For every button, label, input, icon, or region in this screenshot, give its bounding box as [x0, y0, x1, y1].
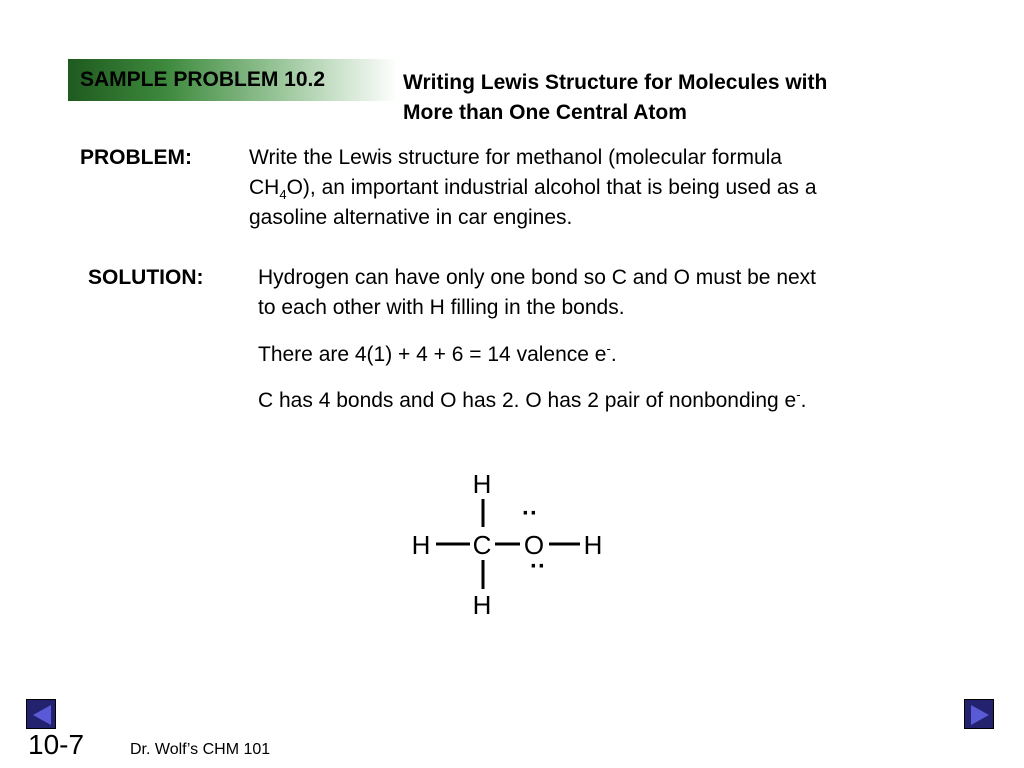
formula-ch: CH [249, 176, 280, 199]
bonds-text: C has 4 bonds and O has 2. O has 2 pair of nonbonding e [258, 389, 797, 412]
formula-subscript: 4 [279, 187, 287, 203]
lone-pair-bottom: ·· [530, 553, 546, 580]
atom-h-left: H [411, 530, 431, 560]
problem-line-2-rest: O), an important industrial alcohol that is being used as a [286, 176, 817, 199]
subtitle-line-2: More than One Central Atom [403, 101, 687, 124]
previous-slide-button[interactable] [26, 699, 56, 729]
sample-problem-label: SAMPLE PROBLEM 10.2 [80, 68, 326, 91]
next-slide-button[interactable] [964, 699, 994, 729]
solution-line-1: Hydrogen can have only one bond so C and O must be next [258, 266, 817, 289]
solution-label: SOLUTION: [88, 266, 204, 289]
bonds-period: . [800, 389, 807, 412]
problem-label: PROBLEM: [80, 146, 192, 169]
electron-charge-superscript: - [796, 387, 801, 402]
valence-period: . [610, 343, 617, 366]
problem-line-3: gasoline alternative in car engines. [249, 206, 573, 229]
atom-o: O [523, 530, 545, 560]
solution-line-2: to each other with H filling in the bonds. [258, 296, 625, 319]
left-triangle-icon [27, 700, 57, 730]
subtitle-line-1: Writing Lewis Structure for Molecules with [403, 71, 828, 94]
course-footer: Dr. Wolf’s CHM 101 [130, 741, 271, 758]
atom-h-bottom: H [472, 590, 492, 620]
atom-c: C [472, 530, 492, 560]
slide-number: 10-7 [28, 729, 85, 760]
right-triangle-icon [965, 700, 995, 730]
atom-h-right: H [583, 530, 603, 560]
problem-line-1: Write the Lewis structure for methanol (molecular formula [249, 146, 782, 169]
electron-charge-superscript: - [606, 341, 611, 356]
valence-text: There are 4(1) + 4 + 6 = 14 valence e [258, 343, 607, 366]
lone-pair-top: ·· [522, 500, 538, 527]
atom-h-top: H [472, 469, 492, 499]
